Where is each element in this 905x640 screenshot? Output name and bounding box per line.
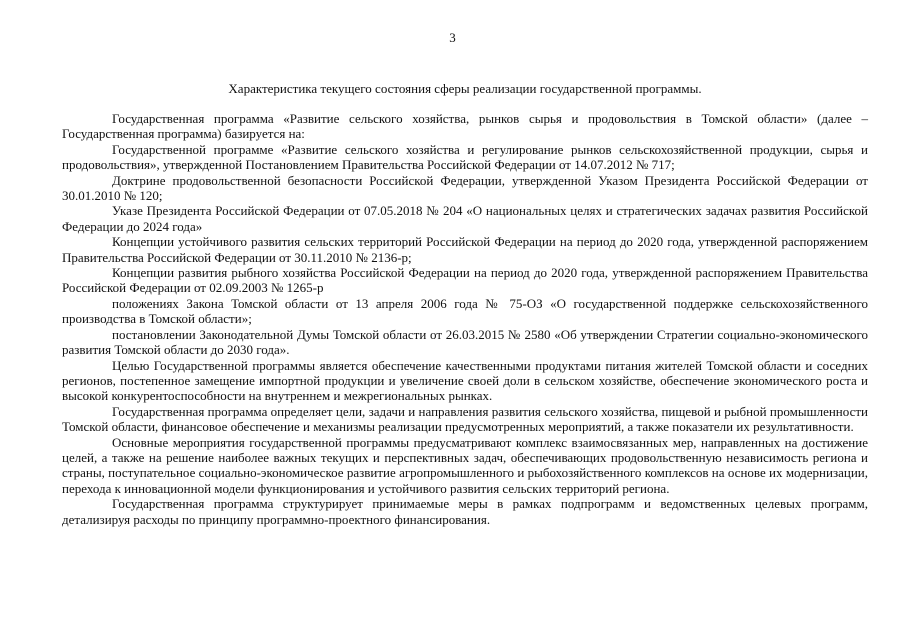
paragraph: Государственной программе «Развитие сельского хозяйства и регулирование рынков сельскохозяйственной продукции, сырья и продовольствия», утвержденной Постановлением Правительства Российской Федерации от 14.07.2012 № 717; xyxy=(62,141,868,173)
paragraph: постановлении Законодательной Думы Томской области от 26.03.2015 № 2580 «Об утверждении Стратегии социально-экономического развития Томской области до 2030 года». xyxy=(62,326,868,358)
paragraph: Доктрине продовольственной безопасности Российской Федерации, утвержденной Указом Президента Российской Федерации от 30.01.2010 № 120; xyxy=(62,172,868,204)
paragraph: Государственная программа определяет цели, задачи и направления развития сельского хозяйства, пищевой и рыбной промышленности Томской области, финансовое обеспечение и механизмы реализации предусмотренных мероприятий, а также показатели их результативности. xyxy=(62,403,868,435)
document-body xyxy=(62,111,868,527)
paragraph: Концепции устойчивого развития сельских территорий Российской Федерации на период до 2020 года, утвержденной распоряжением Правительства Российской Федерации от 30.11.2010 № 2136-р; xyxy=(62,234,868,265)
paragraph: положениях Закона Томской области от 13 апреля 2006 года № 75-ОЗ «О государственной поддержке сельскохозяйственного производства в Томской области»; xyxy=(62,295,868,327)
paragraph: Государственная программа структурирует принимаемые меры в рамках подпрограмм и ведомственных целевых программ, детализируя расходы по принципу программно-проектного финансирования. xyxy=(62,496,868,527)
paragraph: Целью Государственной программы является обеспечение качественными продуктами питания жителей Томской области и соседних регионов, постепенное замещение импортной продукции и увеличение своей доли в сельском хозяйстве, обеспечение экономического роста и высокой конкурентоспособности на внутреннем и межрегиональных рынках. xyxy=(62,357,868,404)
paragraph: Государственная программа «Развитие сельского хозяйства, рынков сырья и продовольствия в Томской области» (далее – Государственная программа) базируется на: xyxy=(62,111,868,142)
paragraph: Указе Президента Российской Федерации от 07.05.2018 № 204 «О национальных целях и стратегических задачах развития Российской Федерации до 2024 года» xyxy=(62,203,868,234)
paragraph: Концепции развития рыбного хозяйства Российской Федерации на период до 2020 года, утвержденной распоряжением Правительства Российской Федерации от 02.09.2003 № 1265-р xyxy=(62,265,868,296)
document-title: Характеристика текущего состояния сферы реализации государственной программы. xyxy=(228,81,702,96)
paragraph: Основные мероприятия государственной программы предусматривают комплекс взаимосвязанных мер, направленных на достижение целей, а также на решение наиболее важных текущих и перспективных задач, обеспечивающих продовольственную независимость региона и страны, поступательное социально-экономическое развитие агропромышленного и рыбохозяйственного комплексов на основе их модернизации, перехода к инновационной модели функционирования и устойчивого развития сельских территорий региона. xyxy=(62,434,868,496)
page-number: 3 xyxy=(449,30,456,45)
